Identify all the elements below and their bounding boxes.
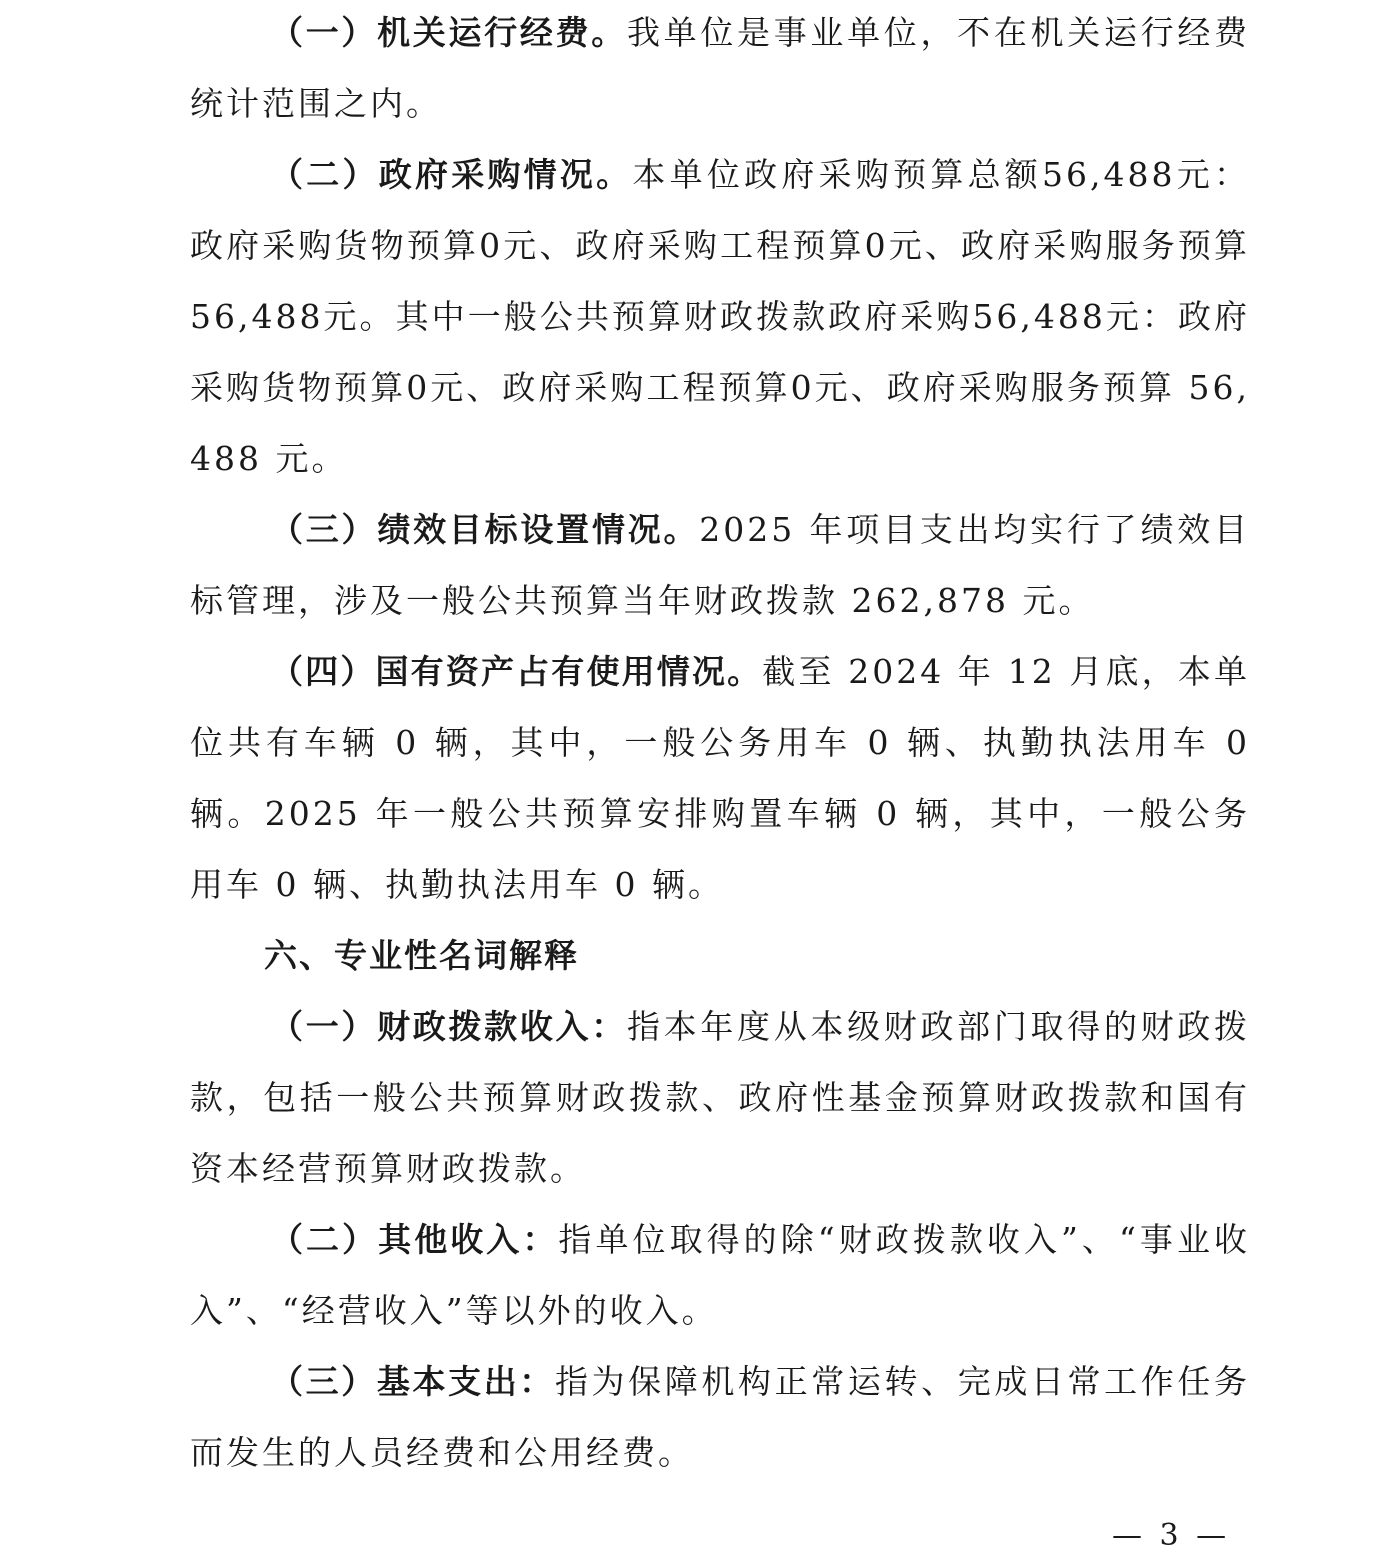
paragraph-body: 2025 年项目支出均实行了绩效目标管理，涉及一般公共预算当年财政拨款 262,878 元。 (190, 510, 1250, 620)
term-lead: （三）基本支出： (270, 1362, 555, 1401)
paragraph-operating-expenses (190, 0, 1250, 139)
paragraph-government-procurement (190, 139, 1250, 494)
term-fiscal-appropriation-income (190, 991, 1250, 1204)
term-body: 指为保障机构正常运转、完成日常工作任务而发生的人员经费和公用经费。 (190, 1362, 1251, 1472)
paragraph-performance-targets (190, 494, 1250, 636)
term-other-income (190, 1204, 1250, 1346)
paragraph-lead: （二）政府采购情况。 (270, 155, 633, 194)
term-body: 指单位取得的除“财政拨款收入”、“事业收入”、“经营收入”等以外的收入。 (190, 1220, 1251, 1330)
document-page (190, 0, 1250, 1488)
page-number: — 3 — (1112, 1518, 1231, 1553)
section-heading-terms: 六、专业性名词解释 (264, 936, 579, 975)
term-body: 指本年度从本级财政部门取得的财政拨款，包括一般公共预算财政拨款、政府性基金预算财政拨款和国有资本经营预算财政拨款。 (190, 1007, 1251, 1188)
paragraph-lead: （一）机关运行经费。 (270, 13, 627, 52)
term-basic-expenditure (190, 1346, 1250, 1488)
paragraph-state-assets (190, 636, 1250, 920)
paragraph-body: 本单位政府采购预算总额56,488元：政府采购货物预算0元、政府采购工程预算0元、政府采购服务预算56,488元。其中一般公共预算财政拨款政府采购56,488元：政府采购货物预算0元、政府采购工程预算0元、政府采购服务预算 56,488 元。 (190, 155, 1251, 478)
term-lead: （二）其他收入： (270, 1220, 559, 1259)
term-lead: （一）财政拨款收入： (270, 1007, 627, 1046)
paragraph-lead: （四）国有资产占有使用情况。 (270, 652, 763, 691)
paragraph-body: 我单位是事业单位，不在机关运行经费统计范围之内。 (190, 13, 1251, 123)
paragraph-body: 截至 2024 年 12 月底，本单位共有车辆 0 辆，其中，一般公务用车 0 辆、执勤执法用车 0 辆。2025 年一般公共预算安排购置车辆 0 辆，其中，一般公务用车 0 辆、执勤执法用车 0 辆。 (190, 652, 1251, 904)
paragraph-lead: （三）绩效目标设置情况。 (270, 510, 700, 549)
